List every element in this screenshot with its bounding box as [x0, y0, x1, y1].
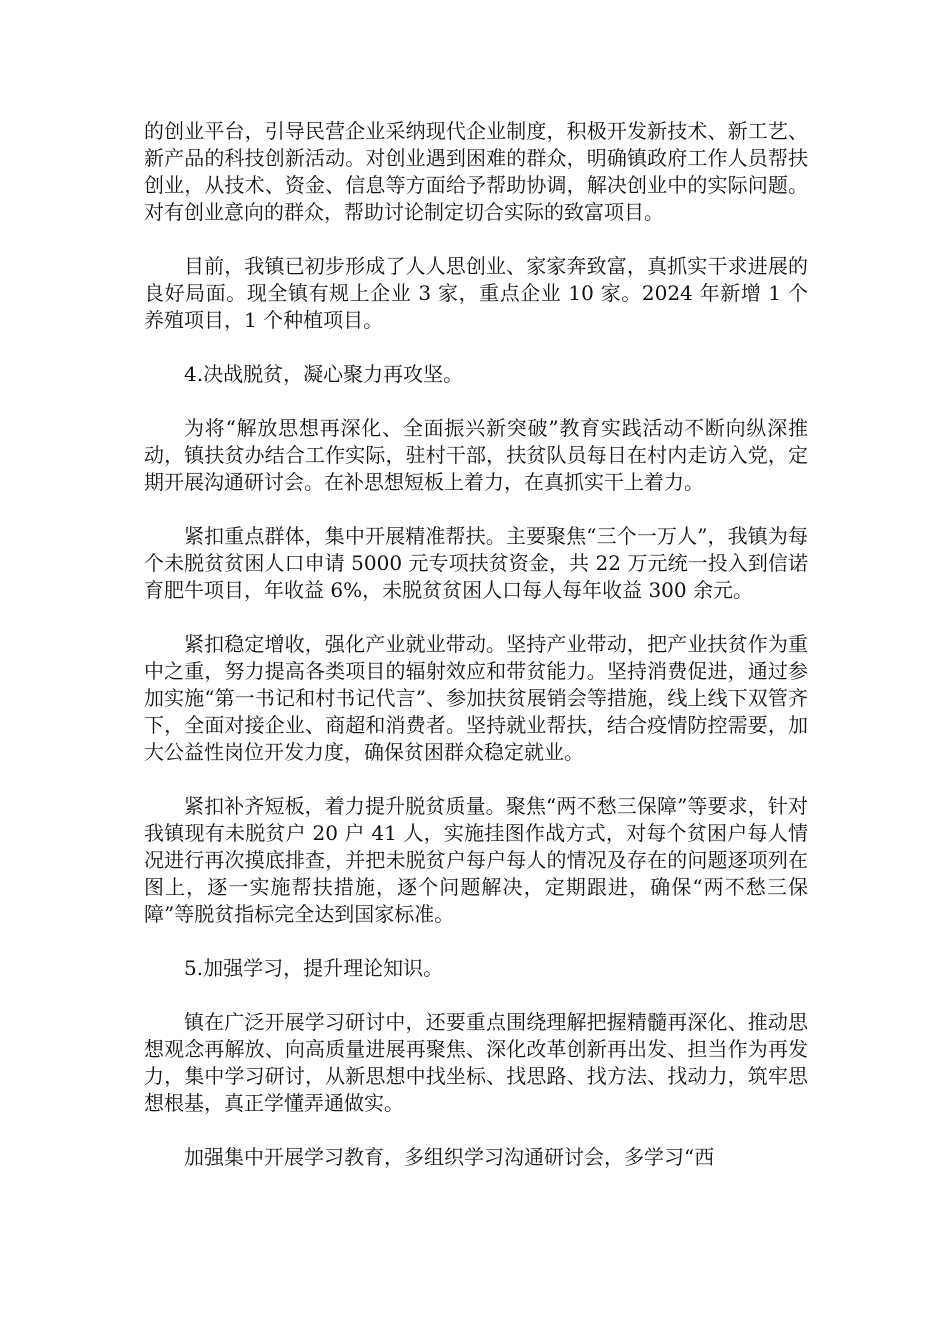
- section-heading-4: 4.决战脱贫，凝心聚力再攻坚。: [184, 362, 464, 386]
- paragraph-study-education: 加强集中开展学习教育，多组织学习沟通研讨会，多学习“西: [184, 1145, 715, 1169]
- paragraph-study-discussion: 镇在广泛开展学习研讨中，还要重点围绕理解把握精髓再深化、推动思想观念再解放、向高质量进展再聚焦、深化改革创新再出发、担当作为再发力，集中学习研讨，从新思想中找坐标、找思路、找方法、找动力，筑牢思想根基，真正学懂弄通做实。: [144, 1010, 808, 1115]
- paragraph-current-situation: 目前，我镇已初步形成了人人思创业、家家奔致富，真抓实干求进展的良好局面。现全镇有规上企业 3 家，重点企业 10 家。2024 年新增 1 个养殖项目，1 个种植项目。: [144, 254, 808, 332]
- section-heading-5: 5.加强学习，提升理论知识。: [184, 956, 444, 980]
- paragraph-continued-entrepreneurship: 的创业平台，引导民营企业采纳现代企业制度，积极开发新技术、新工艺、新产品的科技创新活动。对创业遇到困难的群众，明确镇政府工作人员帮扶创业，从技术、资金、信息等方面给予帮助协调，解决创业中的实际问题。对有创业意向的群众，帮助讨论制定切合实际的致富项目。: [144, 119, 808, 224]
- paragraph-key-groups: 紧扣重点群体，集中开展精准帮扶。主要聚焦“三个一万人”，我镇为每个未脱贫贫困人口申请 5000 元专项扶贫资金，共 22 万元统一投入到信诺育肥牛项目，年收益 6%，未脱贫贫困人口每人每年收益 300 余元。: [144, 524, 808, 602]
- paragraph-shortcomings: 紧扣补齐短板，着力提升脱贫质量。聚焦“两不愁三保障”等要求，针对我镇现有未脱贫户 20 户 41 人，实施挂图作战方式，对每个贫困户每人情况进行再次摸底排查，并把未脱贫户每户每人的情况及存在的问题逐项列在图上，逐一实施帮扶措施，逐个问题解决，定期跟进，确保“两不愁三保障”等脱贫指标完全达到国家标准。: [144, 794, 808, 926]
- paragraph-stable-income: 紧扣稳定增收，强化产业就业带动。坚持产业带动，把产业扶贫作为重中之重，努力提高各类项目的辐射效应和带贫能力。坚持消费促进，通过参加实施“第一书记和村书记代言”、参加扶贫展销会等措施，线上线下双管齐下，全面对接企业、商超和消费者。坚持就业帮扶，结合疫情防控需要，加大公益性岗位开发力度，确保贫困群众稳定就业。: [144, 632, 808, 764]
- document-body: [144, 118, 808, 1198]
- paragraph-poverty-campaign: 为将“解放思想再深化、全面振兴新突破”教育实践活动不断向纵深推动，镇扶贫办结合工作实际，驻村干部，扶贫队员每日在村内走访入党，定期开展沟通研讨会。在补思想短板上着力，在真抓实干上着力。: [144, 416, 808, 494]
